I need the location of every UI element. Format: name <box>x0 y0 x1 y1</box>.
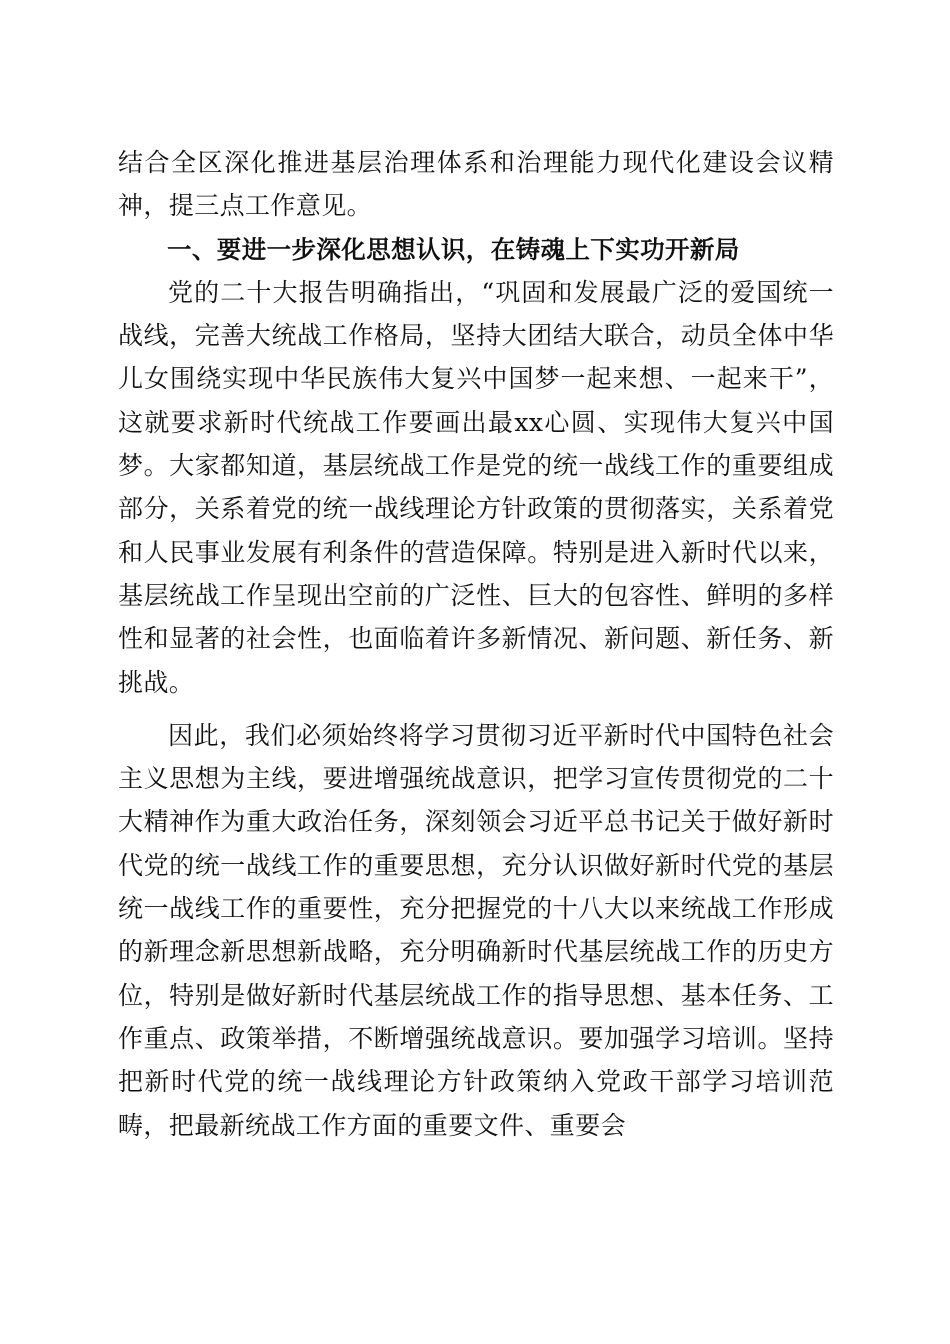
body-paragraph-1: 党的二十大报告明确指出，“巩固和发展最广泛的爱国统一战线，完善大统战工作格局，坚持大团结大联合，动员全体中华儿女围绕实现中华民族伟大复兴中国梦一起来想、一起来干”，这就要求新时代统战工作要画出最xx心圆、实现伟大复兴中国梦。大家都知道，基层统战工作是党的统一战线工作的重要组成部分，关系着党的统一战线理论方针政策的贯彻落实，关系着党和人民事业发展有利条件的营造保障。特别是进入新时代以来，基层统战工作呈现出空前的广泛性、巨大的包容性、鲜明的多样性和显著的社会性，也面临着许多新情况、新问题、新任务、新挑战。 <box>118 277 834 697</box>
document-body <box>118 141 834 1147</box>
paragraph-gap <box>118 704 834 714</box>
body-paragraph-2: 因此，我们必须始终将学习贯彻习近平新时代中国特色社会主义思想为主线，要进增强统战意识，把学习宣传贯彻党的二十大精神作为重大政治任务，深刻领会习近平总书记关于做好新时代党的统一战线工作的重要思想，充分认识做好新时代党的基层统一战线工作的重要性，充分把握党的十八大以来统战工作形成的新理念新思想新战略，充分明确新时代基层统战工作的历史方位，特别是做好新时代基层统战工作的指导思想、基本任务、工作重点、政策举措，不断增强统战意识。要加强学习培训。坚持把新时代党的统一战线理论方针政策纳入党政干部学习培训范畴，把最新统战工作方面的重要文件、重要会 <box>118 720 834 1140</box>
section-heading: 一、要进一步深化思想认识，在铸魂上下实功开新局 <box>167 234 740 264</box>
intro-paragraph: 结合全区深化推进基层治理体系和治理能力现代化建设会议精神，提三点工作意见。 <box>118 148 834 221</box>
